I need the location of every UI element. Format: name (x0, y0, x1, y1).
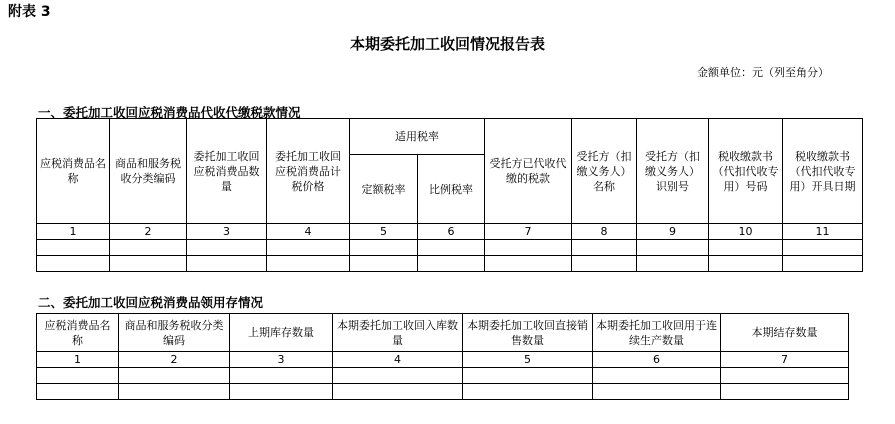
num-cell: 10 (709, 224, 783, 240)
num-cell: 3 (230, 352, 333, 368)
col-taxable-price: 委托加工收回应税消费品计税价格 (267, 119, 350, 224)
num-cell: 1 (37, 224, 110, 240)
inventory-table (36, 313, 849, 400)
col-tax-code: 商品和服务税收分类编码 (110, 119, 187, 224)
col-product-name: 应税消费品名称 (37, 314, 119, 352)
num-cell: 11 (783, 224, 863, 240)
col-quantity: 委托加工收回应税消费品数量 (187, 119, 267, 224)
col-applicable-rate: 适用税率 (350, 119, 485, 155)
col-voucher-date: 税收缴款书（代扣代收专用）开具日期 (783, 119, 863, 224)
col-ending-stock: 本期结存数量 (721, 314, 849, 352)
num-cell: 6 (593, 352, 721, 368)
col-ratio-rate: 比例税率 (418, 155, 485, 224)
num-cell: 4 (267, 224, 350, 240)
num-cell: 4 (333, 352, 463, 368)
col-tax-code: 商品和服务税收分类编码 (119, 314, 230, 352)
num-cell: 2 (119, 352, 230, 368)
num-cell: 7 (721, 352, 849, 368)
col-fixed-rate: 定额税率 (350, 155, 418, 224)
number-row (37, 352, 849, 368)
num-cell: 2 (110, 224, 187, 240)
withholding-tax-table (36, 118, 863, 272)
num-cell: 5 (463, 352, 593, 368)
empty-row (37, 256, 863, 272)
section2-heading: 二、委托加工收回应税消费品领用存情况 (38, 295, 264, 310)
col-prior-stock: 上期库存数量 (230, 314, 333, 352)
col-direct-sales: 本期委托加工收回直接销售数量 (463, 314, 593, 352)
number-row (37, 224, 863, 240)
col-received-stock: 本期委托加工收回入库数量 (333, 314, 463, 352)
appendix-label: 附表 3 (8, 4, 51, 20)
col-agent-name: 受托方（扣缴义务人）名称 (572, 119, 637, 224)
num-cell: 9 (637, 224, 709, 240)
num-cell: 5 (350, 224, 418, 240)
num-cell: 3 (187, 224, 267, 240)
section1-heading: 一、委托加工收回应税消费品代收代缴税款情况 (38, 105, 301, 120)
empty-row (37, 240, 863, 256)
amount-unit: 金额单位：元（列至角分） (697, 66, 829, 79)
num-cell: 1 (37, 352, 119, 368)
empty-row (37, 368, 849, 384)
col-agent-id: 受托方（扣缴义务人）识别号 (637, 119, 709, 224)
page-title: 本期委托加工收回情况报告表 (349, 35, 545, 53)
col-product-name: 应税消费品名称 (37, 119, 110, 224)
num-cell: 6 (418, 224, 485, 240)
col-continuous-production: 本期委托加工收回用于连续生产数量 (593, 314, 721, 352)
col-withheld-tax: 受托方已代收代缴的税款 (485, 119, 572, 224)
num-cell: 8 (572, 224, 637, 240)
empty-row (37, 384, 849, 400)
num-cell: 7 (485, 224, 572, 240)
col-voucher-number: 税收缴款书（代扣代收专用）号码 (709, 119, 783, 224)
